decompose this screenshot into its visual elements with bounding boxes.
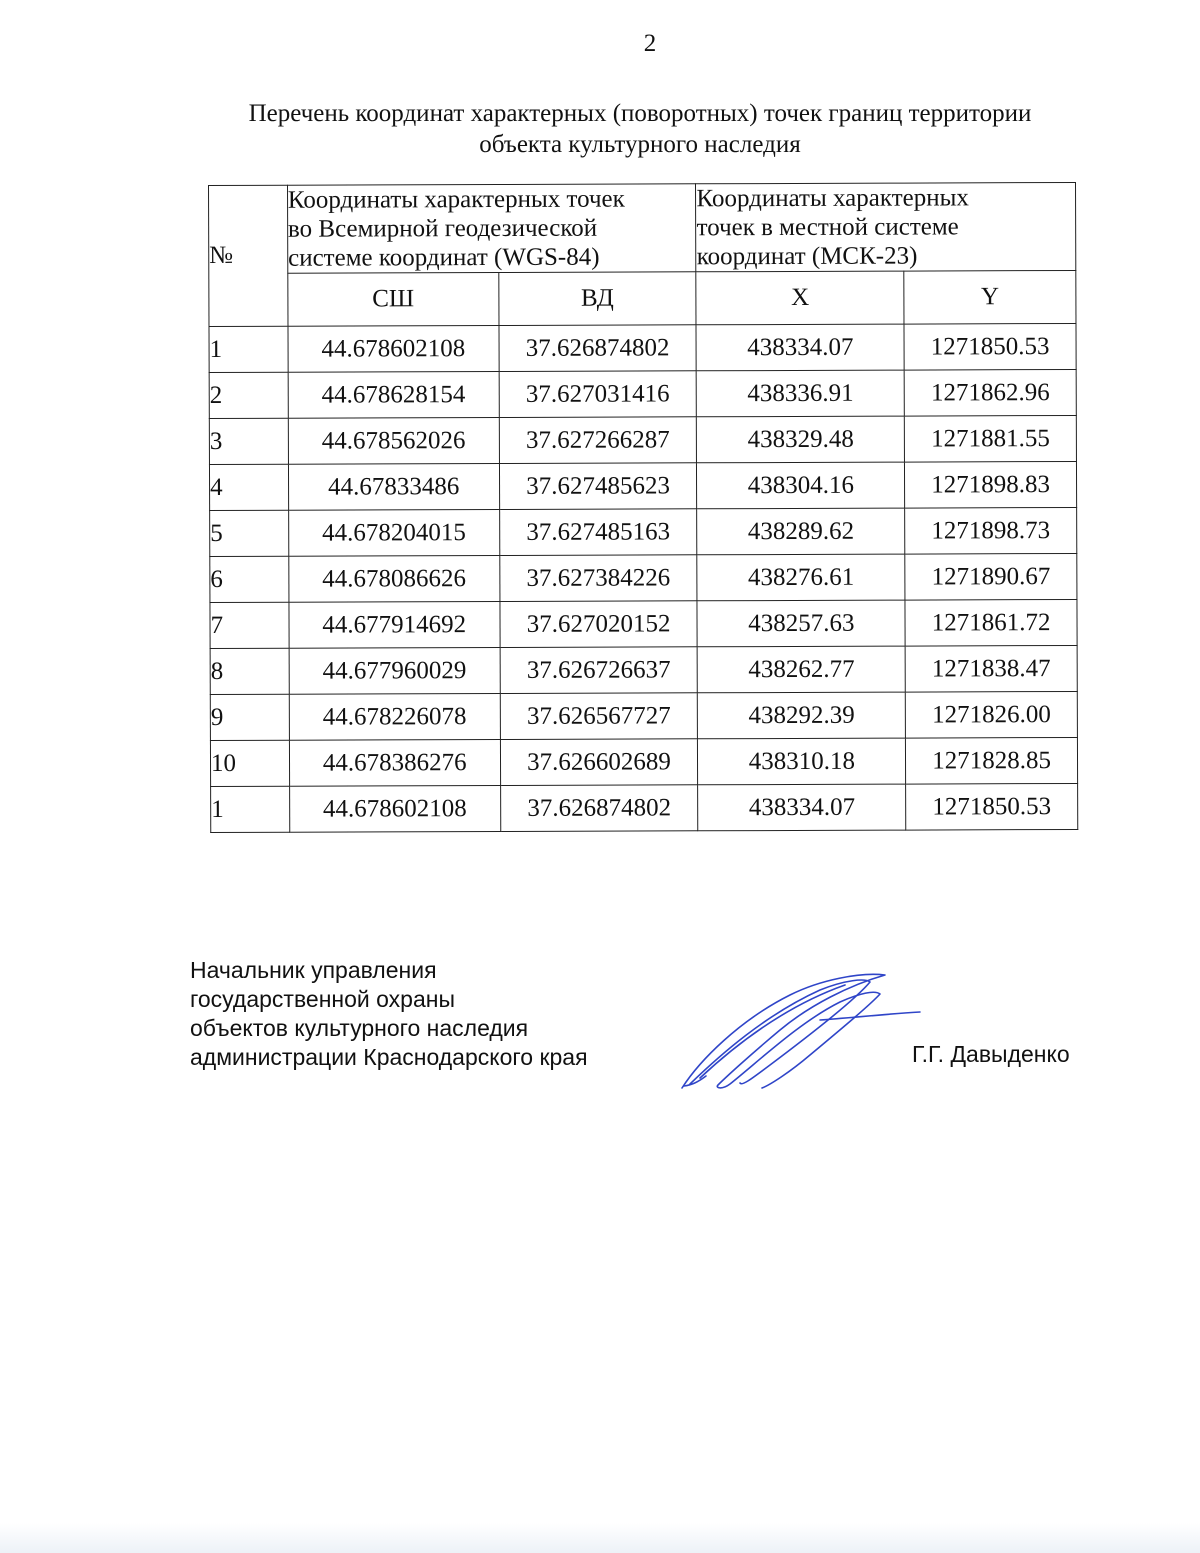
cell-longitude: 37.626874802 bbox=[499, 325, 697, 372]
table-subheader-row bbox=[209, 270, 1076, 326]
cell-x: 438334.07 bbox=[696, 324, 904, 371]
table-row bbox=[209, 323, 1076, 372]
header-msk-line: координат (МСК-23) bbox=[696, 242, 918, 271]
cell-latitude: 44.678386276 bbox=[289, 739, 500, 786]
cell-x: 438310.18 bbox=[698, 738, 906, 785]
cell-x: 438334.07 bbox=[698, 784, 906, 831]
cell-point-number: 6 bbox=[210, 556, 289, 602]
cell-longitude: 37.627031416 bbox=[499, 371, 697, 418]
document-title-line: объекта культурного наследия bbox=[479, 131, 801, 158]
cell-y: 1271826.00 bbox=[905, 691, 1077, 738]
header-longitude: ВД bbox=[498, 272, 696, 326]
cell-x: 438276.61 bbox=[697, 554, 905, 601]
cell-latitude: 44.677960029 bbox=[289, 647, 500, 694]
cell-point-number: 5 bbox=[210, 510, 289, 556]
cell-point-number: 4 bbox=[209, 464, 288, 510]
table-row bbox=[210, 553, 1077, 602]
cell-latitude: 44.678086626 bbox=[289, 555, 500, 602]
table-row bbox=[210, 599, 1077, 648]
cell-longitude: 37.626602689 bbox=[500, 739, 698, 786]
header-wgs-line: во Всемирной геодезической bbox=[287, 214, 598, 243]
cell-y: 1271881.55 bbox=[904, 415, 1076, 462]
header-latitude: СШ bbox=[288, 272, 499, 326]
table-row bbox=[210, 691, 1077, 740]
cell-x: 438289.62 bbox=[697, 508, 905, 555]
signature-stroke bbox=[690, 980, 870, 1084]
cell-x: 438292.39 bbox=[698, 692, 906, 739]
header-number: № bbox=[209, 185, 288, 326]
cell-point-number: 1 bbox=[209, 326, 288, 372]
cell-point-number: 8 bbox=[210, 648, 289, 694]
cell-longitude: 37.627485163 bbox=[499, 509, 697, 556]
cell-latitude: 44.678562026 bbox=[288, 417, 499, 464]
header-wgs-line: Координаты характерных точек bbox=[287, 185, 625, 214]
table-row bbox=[209, 415, 1076, 464]
cell-latitude: 44.678204015 bbox=[288, 509, 499, 556]
header-y: Y bbox=[904, 270, 1076, 324]
table-row bbox=[209, 461, 1076, 510]
cell-y: 1271828.85 bbox=[906, 737, 1078, 784]
cell-longitude: 37.626567727 bbox=[500, 693, 698, 740]
table-row bbox=[210, 507, 1077, 556]
cell-point-number: 10 bbox=[210, 740, 289, 786]
cell-longitude: 37.626726637 bbox=[500, 647, 698, 694]
cell-point-number: 2 bbox=[209, 372, 288, 418]
cell-longitude: 37.627485623 bbox=[499, 463, 697, 510]
cell-longitude: 37.627384226 bbox=[499, 555, 697, 602]
table-row bbox=[209, 369, 1076, 418]
page-number: 2 bbox=[643, 30, 657, 57]
document-title bbox=[180, 98, 1100, 160]
cell-latitude: 44.678226078 bbox=[289, 693, 500, 740]
cell-y: 1271850.53 bbox=[904, 323, 1076, 370]
cell-point-number: 3 bbox=[209, 418, 288, 464]
header-wgs-group bbox=[287, 184, 696, 273]
document-title-line: Перечень координат характерных (поворотных) точек границ территории bbox=[248, 100, 1032, 127]
table-row bbox=[210, 645, 1077, 694]
cell-y: 1271862.96 bbox=[904, 369, 1076, 416]
cell-x: 438336.91 bbox=[697, 370, 905, 417]
signatory-position-line: государственной охраны bbox=[190, 986, 455, 1012]
signatory-position bbox=[190, 956, 588, 1072]
signature-stroke bbox=[820, 1012, 920, 1020]
handwritten-signature bbox=[670, 960, 930, 1100]
table-header-row bbox=[209, 182, 1076, 273]
signatory-position-line: администрации Краснодарского края bbox=[190, 1044, 588, 1070]
cell-x: 438329.48 bbox=[697, 416, 905, 463]
cell-y: 1271838.47 bbox=[905, 645, 1077, 692]
cell-point-number: 7 bbox=[210, 602, 289, 648]
scan-edge-shading bbox=[0, 1523, 1200, 1553]
coordinates-table bbox=[208, 182, 1078, 833]
header-msk-line: Координаты характерных bbox=[696, 184, 969, 213]
cell-latitude: 44.678602108 bbox=[288, 325, 499, 372]
signatory-position-line: Начальник управления bbox=[190, 957, 437, 983]
header-msk-line: точек в местной системе bbox=[696, 213, 959, 242]
cell-y: 1271861.72 bbox=[905, 599, 1077, 646]
cell-y: 1271890.67 bbox=[905, 553, 1077, 600]
cell-latitude: 44.678602108 bbox=[289, 785, 500, 832]
header-x: X bbox=[696, 271, 904, 325]
cell-longitude: 37.627020152 bbox=[500, 601, 698, 648]
cell-y: 1271898.73 bbox=[905, 507, 1077, 554]
cell-latitude: 44.67833486 bbox=[288, 463, 499, 510]
table-row bbox=[210, 737, 1077, 786]
cell-x: 438262.77 bbox=[698, 646, 906, 693]
cell-point-number: 9 bbox=[210, 694, 289, 740]
cell-longitude: 37.626874802 bbox=[500, 785, 698, 832]
header-msk-group bbox=[696, 182, 1076, 271]
cell-x: 438257.63 bbox=[697, 600, 905, 647]
signature-stroke bbox=[682, 974, 885, 1088]
signatory-position-line: объектов культурного наследия bbox=[190, 1015, 529, 1041]
cell-latitude: 44.678628154 bbox=[288, 371, 499, 418]
cell-y: 1271850.53 bbox=[906, 783, 1078, 830]
cell-x: 438304.16 bbox=[697, 462, 905, 509]
table-row bbox=[211, 783, 1078, 832]
cell-point-number: 1 bbox=[211, 786, 290, 832]
cell-latitude: 44.677914692 bbox=[289, 601, 500, 648]
header-wgs-line: системе координат (WGS-84) bbox=[288, 243, 600, 272]
cell-longitude: 37.627266287 bbox=[499, 417, 697, 464]
cell-y: 1271898.83 bbox=[905, 461, 1077, 508]
signatory-name: Г.Г. Давыденко bbox=[912, 1041, 1070, 1067]
